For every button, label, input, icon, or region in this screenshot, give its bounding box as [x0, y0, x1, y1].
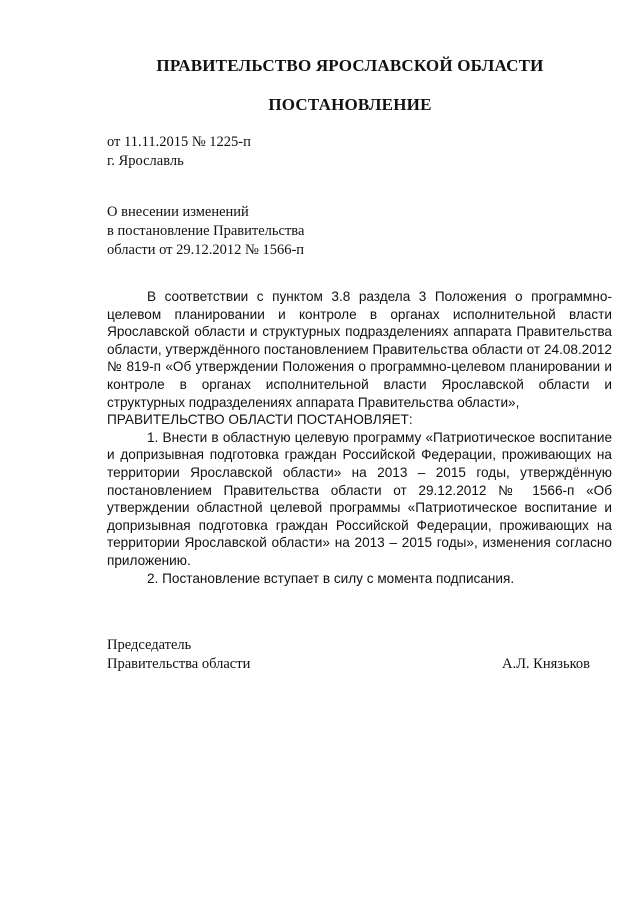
signatory-name: А.Л. Князьков	[501, 656, 590, 672]
preamble-paragraph: В соответствии с пунктом 3.8 раздела 3 Положения о программно-целевом планировании и контроле в органах исполнительной власти Ярославской области и структурных подразделениях аппарата Правительства области, утверждённого постановлением Правительства области от 24.08.2012 № 819-п «Об утверждении Положения о программно-целевом планировании и контроле в органах исполнительной власти Ярославской области и структурных подразделениях аппарата Правительства области»,	[107, 289, 612, 410]
signature-block	[107, 636, 590, 674]
document-body	[107, 288, 612, 587]
item-2-paragraph: 2. Постановление вступает в силу с момента подписания.	[147, 570, 515, 586]
document-type: ПОСТАНОВЛЕНИЕ	[268, 95, 432, 114]
signatory-title-1: Председатель	[107, 637, 192, 653]
document-meta	[107, 133, 251, 171]
signature-row	[107, 655, 590, 674]
resolution-statement: ПРАВИТЕЛЬСТВО ОБЛАСТИ ПОСТАНОВЛЯЕТ:	[107, 412, 413, 428]
city: г. Ярославль	[107, 153, 184, 169]
subject-line-1: О внесении изменений	[107, 204, 249, 220]
subject-block	[107, 203, 304, 260]
item-1-paragraph: 1. Внести в областную целевую программу «Патриотическое воспитание и допризывная подготовка граждан Российской Федерации, проживающих на территории Ярославской области» на 2013 – 2015 годы, утверждённую постановлением Правительства области от 29.12.2012 № 1566-п «Об утверждении областной целевой программы «Патриотическое воспитание и допризывная подготовка граждан Российской Федерации, проживающих на территории Ярославской области» на 2013 – 2015 годы», изменения согласно приложению.	[107, 429, 612, 568]
government-title: ПРАВИТЕЛЬСТВО ЯРОСЛАВСКОЙ ОБЛАСТИ	[156, 56, 544, 75]
subject-line-3: области от 29.12.2012 № 1566-п	[107, 242, 305, 258]
signatory-title-2: Правительства области	[107, 656, 251, 672]
date-number: от 11.11.2015 № 1225-п	[107, 134, 251, 150]
subject-line-2: в постановление Правительства	[107, 223, 305, 239]
